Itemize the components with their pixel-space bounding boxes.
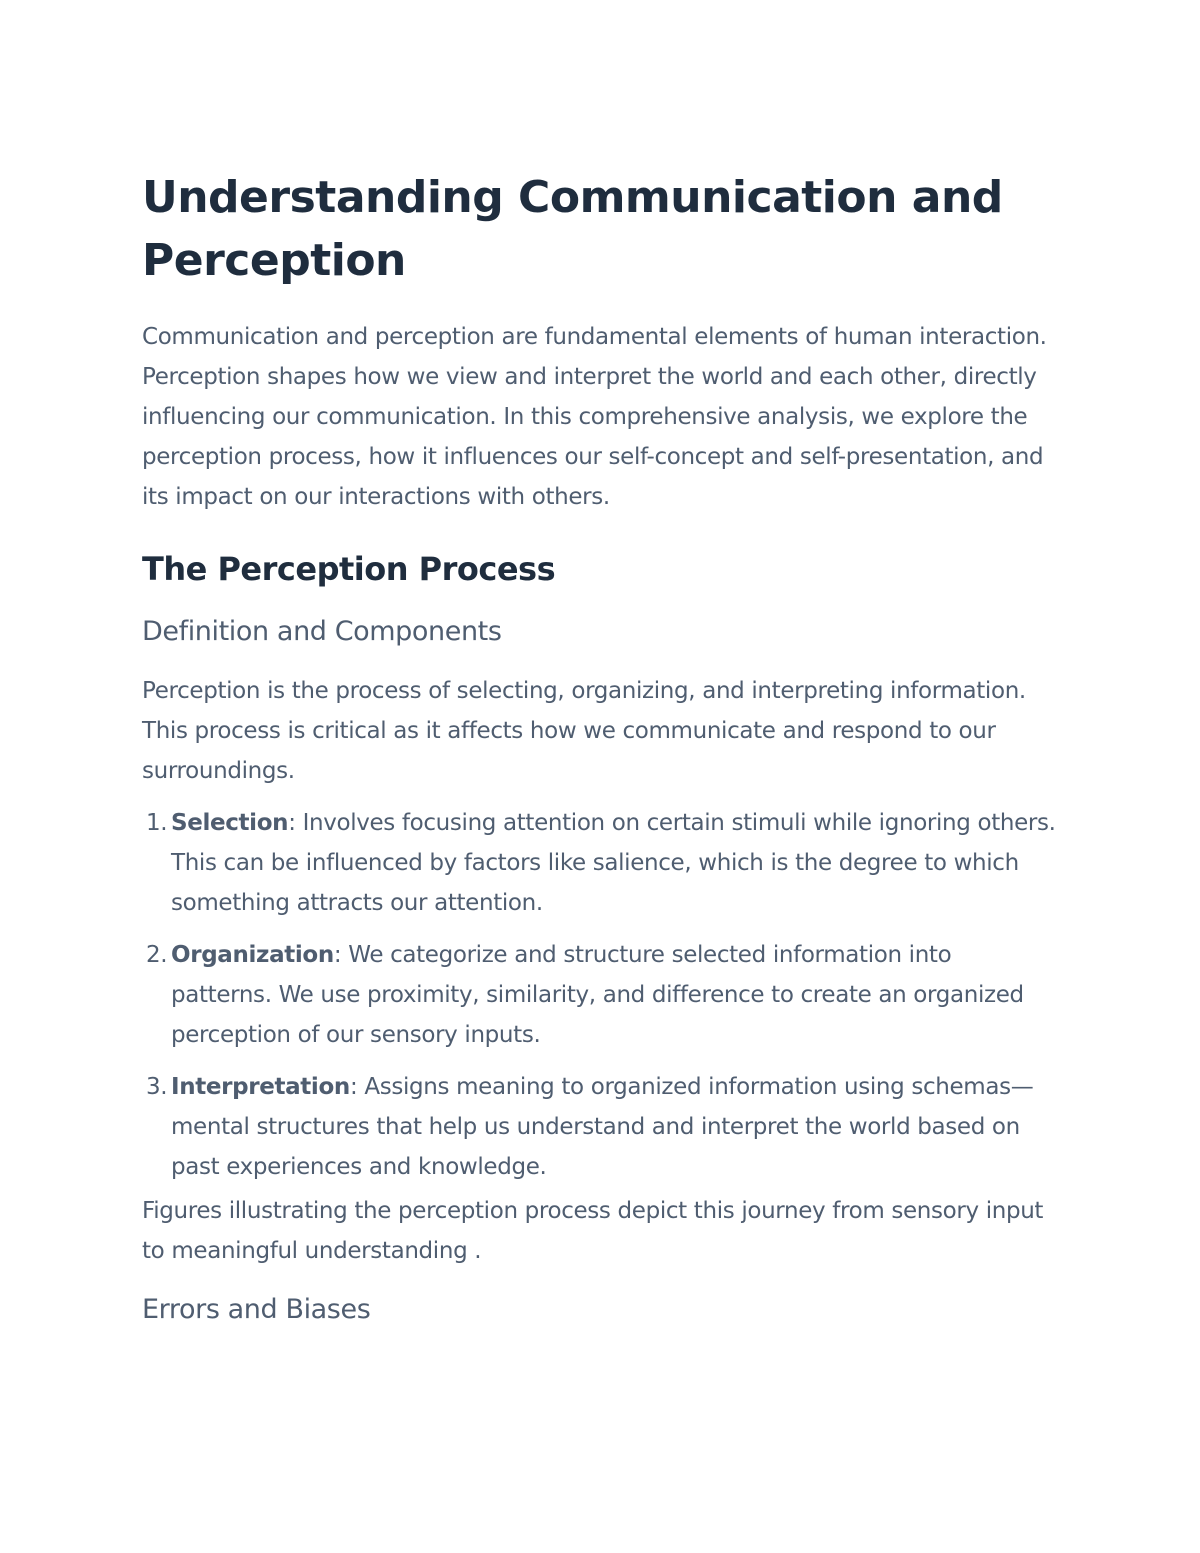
section-heading-perception-process: The Perception Process [142,550,556,588]
list-term: Interpretation [171,1074,350,1100]
perception-steps-list [142,803,1058,1187]
list-separator: : [349,1074,365,1100]
subheading-definition-components: Definition and Components [142,616,502,647]
list-item [142,803,1058,923]
list-separator: : [333,942,349,968]
list-separator: : [288,810,303,836]
list-number: 1. [146,810,168,836]
page-title: Understanding Communication and Perception [142,172,1003,286]
subheading-errors-biases: Errors and Biases [142,1294,371,1325]
intro-paragraph: Communication and perception are fundamental elements of human interaction. Perception shapes how we view and interpret the world and each other, directly influencing our communication. In this comprehensive analysis, we explore the perception process, how it influences our self-concept and self-presentation, and its impact on our interactions with others. [142,324,1047,510]
list-number: 3. [146,1074,168,1100]
document-page [142,166,1058,1331]
list-text: Assigns meaning to organized information using schemas—mental structures that help us understand and interpret the world based on past experiences and knowledge. [171,1074,1034,1180]
list-term: Organization [171,942,334,968]
definition-paragraph: Perception is the process of selecting, organizing, and interpreting information. This process is critical as it affects how we communicate and respond to our surroundings. [142,678,1026,784]
list-term: Selection [171,810,289,836]
list-text: We categorize and structure selected information into patterns. We use proximity, similarity, and difference to create an organized perception of our sensory inputs. [171,942,1024,1048]
figures-paragraph: Figures illustrating the perception process depict this journey from sensory input to meaningful understanding . [142,1198,1044,1264]
list-item [142,1067,1058,1187]
list-number: 2. [146,942,168,968]
list-text: Involves focusing attention on certain stimuli while ignoring others. This can be influenced by factors like salience, which is the degree to which something attracts our attention. [171,810,1056,916]
list-item [142,935,1058,1055]
